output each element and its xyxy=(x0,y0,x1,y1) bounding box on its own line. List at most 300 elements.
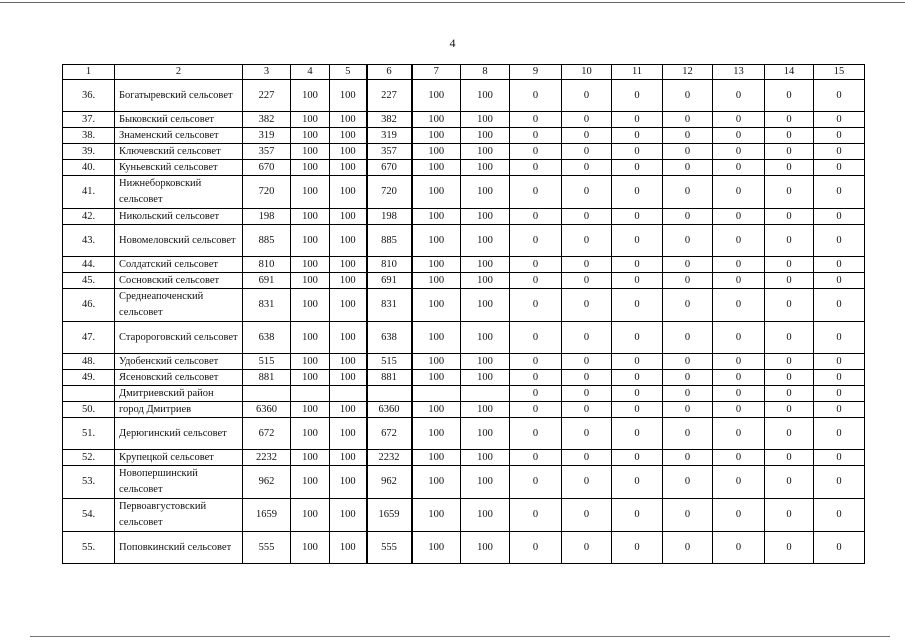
value-cell: 0 xyxy=(562,257,612,273)
municipality-name-cell: Первоавгустовский сельсовет xyxy=(115,499,243,532)
column-header: 14 xyxy=(765,65,814,80)
value-cell: 0 xyxy=(713,225,765,257)
value-cell: 2232 xyxy=(243,450,291,466)
value-cell: 100 xyxy=(291,144,330,160)
value-cell: 0 xyxy=(765,354,814,370)
value-cell: 100 xyxy=(461,289,510,322)
value-cell: 0 xyxy=(663,450,713,466)
row-number-cell: 47. xyxy=(63,322,115,354)
value-cell: 100 xyxy=(330,289,367,322)
value-cell: 0 xyxy=(663,402,713,418)
value-cell: 100 xyxy=(461,128,510,144)
value-cell: 0 xyxy=(814,354,865,370)
value-cell: 0 xyxy=(612,322,663,354)
value-cell: 810 xyxy=(243,257,291,273)
value-cell: 0 xyxy=(510,370,562,386)
value-cell: 100 xyxy=(461,209,510,225)
value-cell: 0 xyxy=(612,273,663,289)
column-header: 11 xyxy=(612,65,663,80)
value-cell: 0 xyxy=(663,418,713,450)
value-cell: 100 xyxy=(412,144,461,160)
value-cell: 0 xyxy=(612,532,663,564)
row-number-cell: 54. xyxy=(63,499,115,532)
value-cell: 881 xyxy=(243,370,291,386)
column-header: 6 xyxy=(367,65,412,80)
value-cell: 515 xyxy=(367,354,412,370)
value-cell: 0 xyxy=(713,322,765,354)
data-table xyxy=(62,64,865,564)
value-cell: 100 xyxy=(412,176,461,209)
value-cell: 100 xyxy=(461,257,510,273)
value-cell: 100 xyxy=(461,322,510,354)
value-cell: 0 xyxy=(663,112,713,128)
value-cell: 670 xyxy=(243,160,291,176)
municipality-name-cell: Ясеновский сельсовет xyxy=(115,370,243,386)
value-cell xyxy=(367,386,412,402)
table-row xyxy=(63,112,865,128)
value-cell: 0 xyxy=(765,532,814,564)
table-row xyxy=(63,450,865,466)
value-cell: 0 xyxy=(612,128,663,144)
value-cell: 0 xyxy=(612,144,663,160)
value-cell: 100 xyxy=(412,209,461,225)
row-number-cell: 48. xyxy=(63,354,115,370)
column-header: 2 xyxy=(115,65,243,80)
municipality-name-cell: Куньевский сельсовет xyxy=(115,160,243,176)
value-cell: 0 xyxy=(510,466,562,499)
value-cell: 0 xyxy=(562,209,612,225)
value-cell: 0 xyxy=(612,466,663,499)
value-cell: 0 xyxy=(562,532,612,564)
value-cell xyxy=(461,386,510,402)
row-number-cell: 44. xyxy=(63,257,115,273)
value-cell: 100 xyxy=(412,289,461,322)
value-cell: 100 xyxy=(412,80,461,112)
value-cell: 962 xyxy=(243,466,291,499)
value-cell: 0 xyxy=(612,225,663,257)
value-cell: 0 xyxy=(765,160,814,176)
value-cell: 100 xyxy=(330,354,367,370)
value-cell: 0 xyxy=(814,160,865,176)
row-number-cell xyxy=(63,386,115,402)
value-cell: 0 xyxy=(765,144,814,160)
value-cell: 0 xyxy=(713,418,765,450)
municipality-name-cell: город Дмитриев xyxy=(115,402,243,418)
value-cell xyxy=(243,386,291,402)
column-header: 4 xyxy=(291,65,330,80)
value-cell: 0 xyxy=(713,80,765,112)
value-cell: 831 xyxy=(367,289,412,322)
value-cell: 0 xyxy=(510,418,562,450)
value-cell: 100 xyxy=(330,273,367,289)
value-cell: 227 xyxy=(243,80,291,112)
value-cell: 0 xyxy=(663,289,713,322)
value-cell: 100 xyxy=(461,112,510,128)
row-number-cell: 42. xyxy=(63,209,115,225)
value-cell: 0 xyxy=(663,80,713,112)
row-number-cell: 39. xyxy=(63,144,115,160)
table-header-row xyxy=(63,65,865,80)
table-row xyxy=(63,322,865,354)
table-row xyxy=(63,289,865,322)
value-cell: 0 xyxy=(612,418,663,450)
value-cell: 0 xyxy=(612,176,663,209)
value-cell: 0 xyxy=(713,273,765,289)
value-cell xyxy=(330,386,367,402)
value-cell: 0 xyxy=(814,80,865,112)
value-cell: 0 xyxy=(713,386,765,402)
value-cell: 0 xyxy=(713,402,765,418)
municipality-name-cell: Знаменский сельсовет xyxy=(115,128,243,144)
value-cell: 0 xyxy=(713,209,765,225)
value-cell: 100 xyxy=(461,273,510,289)
value-cell: 0 xyxy=(663,128,713,144)
row-number-cell: 41. xyxy=(63,176,115,209)
table-row xyxy=(63,176,865,209)
value-cell: 0 xyxy=(562,354,612,370)
municipality-name-cell: Сосновский сельсовет xyxy=(115,273,243,289)
value-cell: 0 xyxy=(765,176,814,209)
value-cell: 0 xyxy=(510,532,562,564)
value-cell: 100 xyxy=(461,225,510,257)
value-cell: 0 xyxy=(562,418,612,450)
column-header: 13 xyxy=(713,65,765,80)
value-cell: 100 xyxy=(412,354,461,370)
value-cell: 0 xyxy=(562,160,612,176)
value-cell: 100 xyxy=(412,225,461,257)
value-cell: 555 xyxy=(243,532,291,564)
value-cell: 0 xyxy=(663,209,713,225)
table-row xyxy=(63,354,865,370)
value-cell: 100 xyxy=(291,418,330,450)
value-cell: 0 xyxy=(663,532,713,564)
value-cell: 100 xyxy=(461,499,510,532)
value-cell: 227 xyxy=(367,80,412,112)
value-cell: 0 xyxy=(612,354,663,370)
value-cell: 0 xyxy=(562,370,612,386)
value-cell: 0 xyxy=(814,370,865,386)
row-number-cell: 37. xyxy=(63,112,115,128)
value-cell: 0 xyxy=(612,80,663,112)
value-cell: 0 xyxy=(562,128,612,144)
table-row xyxy=(63,370,865,386)
value-cell: 0 xyxy=(765,112,814,128)
value-cell: 100 xyxy=(330,322,367,354)
table-row xyxy=(63,386,865,402)
value-cell: 100 xyxy=(412,450,461,466)
value-cell: 720 xyxy=(367,176,412,209)
table-row xyxy=(63,499,865,532)
value-cell: 0 xyxy=(562,112,612,128)
value-cell: 555 xyxy=(367,532,412,564)
value-cell: 6360 xyxy=(367,402,412,418)
municipality-name-cell: Старороговский сельсовет xyxy=(115,322,243,354)
value-cell: 0 xyxy=(612,499,663,532)
value-cell: 0 xyxy=(814,289,865,322)
value-cell: 0 xyxy=(765,225,814,257)
value-cell: 0 xyxy=(663,322,713,354)
value-cell: 319 xyxy=(243,128,291,144)
value-cell: 0 xyxy=(765,80,814,112)
value-cell: 100 xyxy=(412,532,461,564)
municipality-name-cell: Никольский сельсовет xyxy=(115,209,243,225)
value-cell: 0 xyxy=(713,160,765,176)
value-cell xyxy=(412,386,461,402)
value-cell: 0 xyxy=(814,176,865,209)
value-cell: 515 xyxy=(243,354,291,370)
value-cell: 0 xyxy=(612,209,663,225)
value-cell: 0 xyxy=(814,499,865,532)
value-cell: 0 xyxy=(562,402,612,418)
value-cell: 0 xyxy=(510,225,562,257)
value-cell: 0 xyxy=(562,386,612,402)
value-cell: 100 xyxy=(291,209,330,225)
value-cell: 0 xyxy=(663,257,713,273)
column-header: 9 xyxy=(510,65,562,80)
value-cell: 100 xyxy=(461,176,510,209)
value-cell: 0 xyxy=(814,532,865,564)
value-cell: 0 xyxy=(765,466,814,499)
value-cell: 0 xyxy=(765,322,814,354)
value-cell: 100 xyxy=(291,402,330,418)
municipality-name-cell: Поповкинский сельсовет xyxy=(115,532,243,564)
value-cell: 0 xyxy=(814,386,865,402)
value-cell: 100 xyxy=(291,80,330,112)
value-cell: 0 xyxy=(510,402,562,418)
value-cell: 0 xyxy=(612,402,663,418)
table-row xyxy=(63,128,865,144)
value-cell: 0 xyxy=(713,354,765,370)
table-row xyxy=(63,418,865,450)
municipality-name-cell: Новопершинский сельсовет xyxy=(115,466,243,499)
value-cell: 0 xyxy=(814,225,865,257)
value-cell: 0 xyxy=(765,402,814,418)
value-cell: 100 xyxy=(461,144,510,160)
value-cell: 0 xyxy=(612,370,663,386)
column-header: 12 xyxy=(663,65,713,80)
row-number-cell: 46. xyxy=(63,289,115,322)
value-cell: 100 xyxy=(461,466,510,499)
value-cell: 100 xyxy=(412,322,461,354)
table-row xyxy=(63,144,865,160)
value-cell: 0 xyxy=(510,273,562,289)
row-number-cell: 38. xyxy=(63,128,115,144)
value-cell: 0 xyxy=(765,128,814,144)
row-number-cell: 52. xyxy=(63,450,115,466)
column-header: 3 xyxy=(243,65,291,80)
value-cell: 100 xyxy=(412,370,461,386)
table-row xyxy=(63,225,865,257)
table-row xyxy=(63,209,865,225)
value-cell: 100 xyxy=(330,225,367,257)
value-cell: 0 xyxy=(765,289,814,322)
value-cell: 691 xyxy=(367,273,412,289)
value-cell: 100 xyxy=(291,273,330,289)
value-cell: 100 xyxy=(291,160,330,176)
value-cell: 100 xyxy=(461,354,510,370)
value-cell: 0 xyxy=(562,499,612,532)
row-number-cell: 36. xyxy=(63,80,115,112)
value-cell: 0 xyxy=(510,257,562,273)
value-cell: 0 xyxy=(713,499,765,532)
municipality-name-cell: Богатыревский сельсовет xyxy=(115,80,243,112)
table-row xyxy=(63,80,865,112)
value-cell: 382 xyxy=(367,112,412,128)
value-cell: 0 xyxy=(612,450,663,466)
value-cell: 1659 xyxy=(243,499,291,532)
value-cell: 357 xyxy=(367,144,412,160)
value-cell: 100 xyxy=(461,370,510,386)
value-cell: 831 xyxy=(243,289,291,322)
row-number-cell: 45. xyxy=(63,273,115,289)
value-cell: 0 xyxy=(713,112,765,128)
value-cell: 672 xyxy=(367,418,412,450)
value-cell: 100 xyxy=(412,466,461,499)
table-row xyxy=(63,532,865,564)
value-cell: 100 xyxy=(412,499,461,532)
value-cell: 0 xyxy=(510,322,562,354)
value-cell: 100 xyxy=(291,322,330,354)
value-cell: 0 xyxy=(510,80,562,112)
value-cell: 0 xyxy=(713,450,765,466)
value-cell: 0 xyxy=(663,144,713,160)
value-cell: 100 xyxy=(330,466,367,499)
value-cell: 319 xyxy=(367,128,412,144)
value-cell: 100 xyxy=(291,354,330,370)
municipality-name-cell: Удобенский сельсовет xyxy=(115,354,243,370)
value-cell: 100 xyxy=(461,402,510,418)
value-cell: 0 xyxy=(612,289,663,322)
value-cell: 100 xyxy=(412,273,461,289)
value-cell: 0 xyxy=(510,386,562,402)
value-cell: 0 xyxy=(663,354,713,370)
value-cell: 0 xyxy=(510,144,562,160)
value-cell: 0 xyxy=(663,273,713,289)
value-cell: 0 xyxy=(713,128,765,144)
column-header: 10 xyxy=(562,65,612,80)
value-cell: 691 xyxy=(243,273,291,289)
value-cell xyxy=(291,386,330,402)
value-cell: 0 xyxy=(765,418,814,450)
bottom-scan-rule xyxy=(30,636,890,637)
top-scan-rule xyxy=(0,2,905,3)
value-cell: 0 xyxy=(510,128,562,144)
value-cell: 0 xyxy=(663,160,713,176)
value-cell: 810 xyxy=(367,257,412,273)
value-cell: 100 xyxy=(461,450,510,466)
value-cell: 0 xyxy=(510,209,562,225)
municipality-name-cell: Новомеловский сельсовет xyxy=(115,225,243,257)
value-cell: 0 xyxy=(612,160,663,176)
value-cell: 100 xyxy=(291,176,330,209)
value-cell: 100 xyxy=(330,257,367,273)
value-cell: 0 xyxy=(713,289,765,322)
column-header: 15 xyxy=(814,65,865,80)
value-cell: 100 xyxy=(330,80,367,112)
value-cell: 0 xyxy=(562,450,612,466)
value-cell: 0 xyxy=(663,466,713,499)
municipality-name-cell: Дерюгинский сельсовет xyxy=(115,418,243,450)
value-cell: 0 xyxy=(814,257,865,273)
value-cell: 0 xyxy=(663,225,713,257)
value-cell: 100 xyxy=(330,450,367,466)
value-cell: 100 xyxy=(412,402,461,418)
table-row xyxy=(63,466,865,499)
value-cell: 198 xyxy=(367,209,412,225)
municipality-name-cell: Быковский сельсовет xyxy=(115,112,243,128)
value-cell: 0 xyxy=(663,176,713,209)
value-cell: 0 xyxy=(814,273,865,289)
value-cell: 100 xyxy=(291,112,330,128)
table-row xyxy=(63,273,865,289)
value-cell: 0 xyxy=(814,466,865,499)
row-number-cell: 40. xyxy=(63,160,115,176)
value-cell: 672 xyxy=(243,418,291,450)
row-number-cell: 49. xyxy=(63,370,115,386)
value-cell: 0 xyxy=(814,322,865,354)
row-number-cell: 43. xyxy=(63,225,115,257)
value-cell: 0 xyxy=(765,209,814,225)
value-cell: 0 xyxy=(765,386,814,402)
value-cell: 100 xyxy=(330,112,367,128)
value-cell: 0 xyxy=(562,322,612,354)
value-cell: 885 xyxy=(243,225,291,257)
value-cell: 100 xyxy=(330,370,367,386)
value-cell: 0 xyxy=(510,112,562,128)
value-cell: 1659 xyxy=(367,499,412,532)
table-row xyxy=(63,160,865,176)
value-cell: 100 xyxy=(330,128,367,144)
value-cell: 0 xyxy=(713,257,765,273)
row-number-cell: 53. xyxy=(63,466,115,499)
value-cell: 0 xyxy=(765,499,814,532)
municipality-name-cell: Крупецкой сельсовет xyxy=(115,450,243,466)
column-header: 7 xyxy=(412,65,461,80)
value-cell: 720 xyxy=(243,176,291,209)
value-cell: 0 xyxy=(713,144,765,160)
value-cell: 0 xyxy=(713,532,765,564)
value-cell: 0 xyxy=(814,450,865,466)
value-cell: 0 xyxy=(814,128,865,144)
value-cell: 0 xyxy=(814,402,865,418)
row-number-cell: 51. xyxy=(63,418,115,450)
value-cell: 198 xyxy=(243,209,291,225)
value-cell: 100 xyxy=(412,128,461,144)
value-cell: 100 xyxy=(412,112,461,128)
value-cell: 100 xyxy=(461,80,510,112)
column-header: 8 xyxy=(461,65,510,80)
value-cell: 0 xyxy=(814,112,865,128)
value-cell: 100 xyxy=(291,257,330,273)
value-cell: 0 xyxy=(612,386,663,402)
value-cell: 100 xyxy=(461,160,510,176)
column-header: 5 xyxy=(330,65,367,80)
value-cell: 100 xyxy=(330,402,367,418)
table-row xyxy=(63,402,865,418)
municipality-name-cell: Нижнеборковский сельсовет xyxy=(115,176,243,209)
value-cell: 100 xyxy=(291,450,330,466)
value-cell: 0 xyxy=(562,225,612,257)
municipality-name-cell: Ключевский сельсовет xyxy=(115,144,243,160)
value-cell: 0 xyxy=(612,257,663,273)
value-cell: 2232 xyxy=(367,450,412,466)
value-cell: 0 xyxy=(814,418,865,450)
value-cell: 6360 xyxy=(243,402,291,418)
row-number-cell: 55. xyxy=(63,532,115,564)
value-cell: 0 xyxy=(510,176,562,209)
value-cell: 0 xyxy=(663,499,713,532)
value-cell: 885 xyxy=(367,225,412,257)
